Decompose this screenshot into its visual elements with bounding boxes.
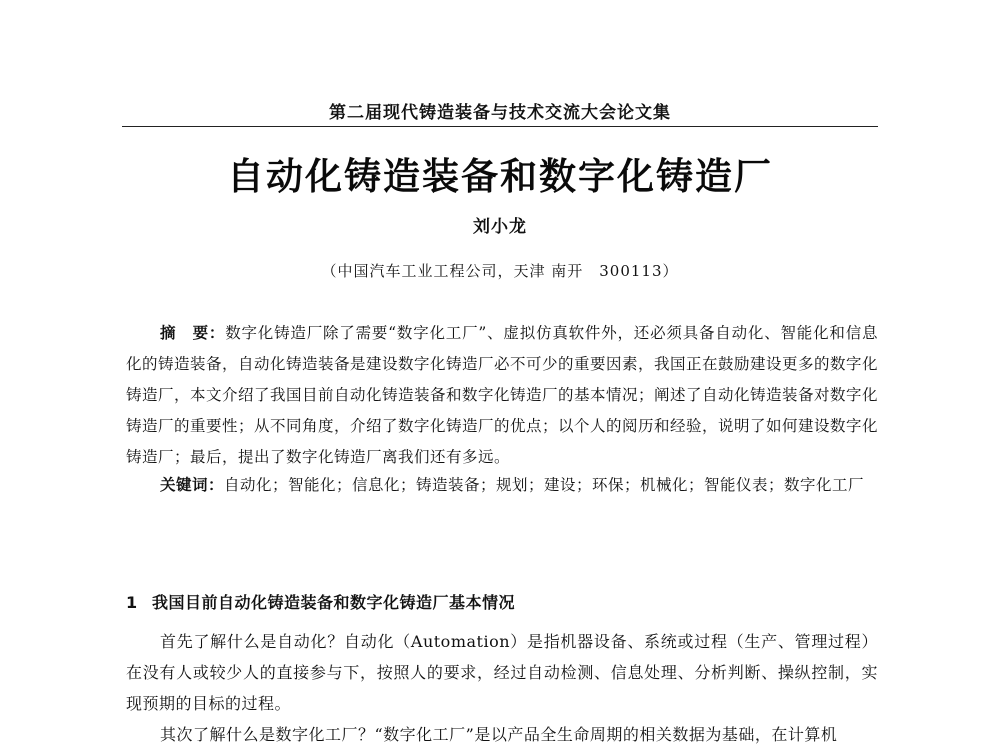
keywords [126,470,878,501]
abstract-paragraph [126,318,878,473]
author-affiliation: （中国汽车工业工程公司，天津 南开 300113） [321,262,679,280]
section-title: 我国目前自动化铸造装备和数字化铸造厂基本情况 [152,593,516,612]
keywords-text: 自动化；智能化；信息化；铸造装备；规划；建设；环保；机械化；智能仪表；数字化工厂 [224,476,865,494]
keywords-label: 关键词： [160,476,225,494]
header-rule [122,126,878,127]
body-paragraph: 其次了解什么是数字化工厂？“数字化工厂”是以产品全生命周期的相关数据为基础，在计算机 [160,725,838,744]
section-number: 1 [126,593,138,612]
abstract [126,318,878,473]
running-header: 第二届现代铸造装备与技术交流大会论文集 [329,103,671,123]
body-paragraph: 首先了解什么是自动化？自动化（Automation）是指机器设备、系统或过程（生产、管理过程）在没有人或较少人的直接参与下，按照人的要求，经过自动检测、信息处理、分析判断、操纵控制，实现预期的目标的过程。 [126,632,878,713]
section-body [126,626,878,750]
section-heading [126,590,878,613]
paper-title: 自动化铸造装备和数字化铸造厂 [227,155,773,198]
keywords-paragraph [126,470,878,501]
abstract-text: 数字化铸造厂除了需要“数字化工厂”、虚拟仿真软件外，还必须具备自动化、智能化和信息化的铸造装备，自动化铸造装备是建设数字化铸造厂必不可少的重要因素，我国正在鼓励建设更多的数字化铸造厂，本文介绍了我国目前自动化铸造装备和数字化铸造厂的基本情况；阐述了自动化铸造装备对数字化铸造厂的重要性；从不同角度，介绍了数字化铸造厂的优点；以个人的阅历和经验，说明了如何建设数字化铸造厂；最后，提出了数字化铸造厂离我们还有多远。 [126,324,879,466]
abstract-label: 摘 要： [160,324,226,342]
author-name: 刘小龙 [473,217,527,237]
